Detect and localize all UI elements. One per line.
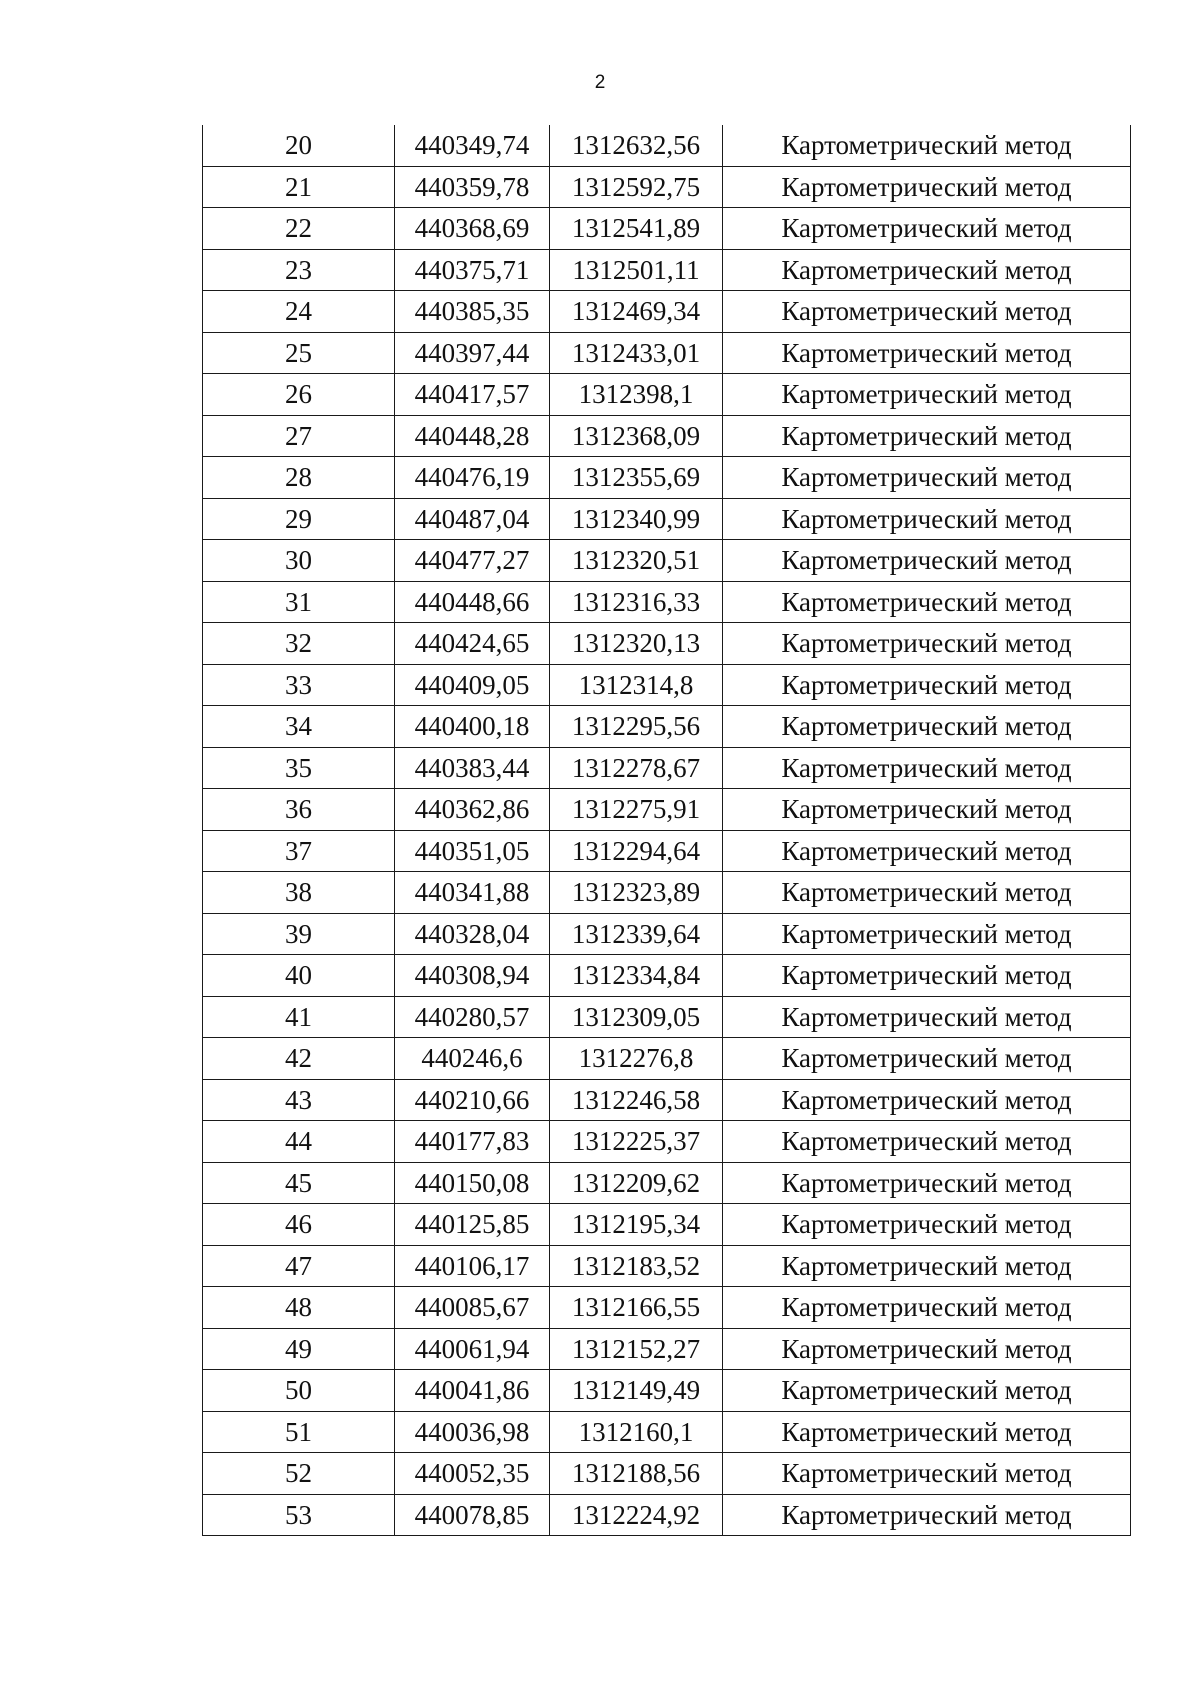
point-number-cell: 26 (203, 374, 395, 416)
y-coordinate-cell: 1312152,27 (550, 1328, 723, 1370)
y-coordinate-cell: 1312209,62 (550, 1162, 723, 1204)
method-cell: Картометрический метод (723, 249, 1131, 291)
x-coordinate-cell: 440106,17 (395, 1245, 550, 1287)
x-coordinate-cell: 440210,66 (395, 1079, 550, 1121)
y-coordinate-cell: 1312275,91 (550, 789, 723, 831)
y-coordinate-cell: 1312541,89 (550, 208, 723, 250)
x-coordinate-cell: 440359,78 (395, 166, 550, 208)
table-row (203, 1494, 1131, 1536)
point-number-cell: 37 (203, 830, 395, 872)
method-cell: Картометрический метод (723, 581, 1131, 623)
table-row (203, 1121, 1131, 1163)
x-coordinate-cell: 440385,35 (395, 291, 550, 333)
x-coordinate-cell: 440061,94 (395, 1328, 550, 1370)
point-number-cell: 42 (203, 1038, 395, 1080)
x-coordinate-cell: 440308,94 (395, 955, 550, 997)
table-row (203, 415, 1131, 457)
table-row (203, 1079, 1131, 1121)
table-row (203, 1453, 1131, 1495)
y-coordinate-cell: 1312225,37 (550, 1121, 723, 1163)
point-number-cell: 38 (203, 872, 395, 914)
method-cell: Картометрический метод (723, 996, 1131, 1038)
point-number-cell: 45 (203, 1162, 395, 1204)
y-coordinate-cell: 1312224,92 (550, 1494, 723, 1536)
x-coordinate-cell: 440341,88 (395, 872, 550, 914)
x-coordinate-cell: 440280,57 (395, 996, 550, 1038)
y-coordinate-cell: 1312294,64 (550, 830, 723, 872)
y-coordinate-cell: 1312398,1 (550, 374, 723, 416)
x-coordinate-cell: 440246,6 (395, 1038, 550, 1080)
x-coordinate-cell: 440487,04 (395, 498, 550, 540)
x-coordinate-cell: 440349,74 (395, 125, 550, 166)
coordinates-table (202, 125, 1131, 1536)
table-row (203, 1287, 1131, 1329)
y-coordinate-cell: 1312433,01 (550, 332, 723, 374)
y-coordinate-cell: 1312195,34 (550, 1204, 723, 1246)
x-coordinate-cell: 440351,05 (395, 830, 550, 872)
table-row (203, 498, 1131, 540)
point-number-cell: 32 (203, 623, 395, 665)
point-number-cell: 39 (203, 913, 395, 955)
point-number-cell: 53 (203, 1494, 395, 1536)
table-row (203, 166, 1131, 208)
coordinates-table-body (203, 125, 1131, 1536)
point-number-cell: 40 (203, 955, 395, 997)
point-number-cell: 46 (203, 1204, 395, 1246)
method-cell: Картометрический метод (723, 208, 1131, 250)
point-number-cell: 22 (203, 208, 395, 250)
x-coordinate-cell: 440383,44 (395, 747, 550, 789)
point-number-cell: 44 (203, 1121, 395, 1163)
point-number-cell: 52 (203, 1453, 395, 1495)
table-row (203, 540, 1131, 582)
point-number-cell: 28 (203, 457, 395, 499)
table-row (203, 872, 1131, 914)
table-row (203, 1328, 1131, 1370)
method-cell: Картометрический метод (723, 1038, 1131, 1080)
table-row (203, 1204, 1131, 1246)
method-cell: Картометрический метод (723, 913, 1131, 955)
point-number-cell: 24 (203, 291, 395, 333)
table-row (203, 1411, 1131, 1453)
table-row (203, 1162, 1131, 1204)
y-coordinate-cell: 1312316,33 (550, 581, 723, 623)
method-cell: Картометрический метод (723, 1370, 1131, 1412)
y-coordinate-cell: 1312320,51 (550, 540, 723, 582)
point-number-cell: 21 (203, 166, 395, 208)
y-coordinate-cell: 1312340,99 (550, 498, 723, 540)
y-coordinate-cell: 1312188,56 (550, 1453, 723, 1495)
x-coordinate-cell: 440078,85 (395, 1494, 550, 1536)
point-number-cell: 31 (203, 581, 395, 623)
method-cell: Картометрический метод (723, 706, 1131, 748)
x-coordinate-cell: 440477,27 (395, 540, 550, 582)
y-coordinate-cell: 1312166,55 (550, 1287, 723, 1329)
point-number-cell: 23 (203, 249, 395, 291)
table-row (203, 913, 1131, 955)
table-row (203, 789, 1131, 831)
method-cell: Картометрический метод (723, 1287, 1131, 1329)
y-coordinate-cell: 1312295,56 (550, 706, 723, 748)
x-coordinate-cell: 440476,19 (395, 457, 550, 499)
method-cell: Картометрический метод (723, 166, 1131, 208)
point-number-cell: 30 (203, 540, 395, 582)
y-coordinate-cell: 1312246,58 (550, 1079, 723, 1121)
table-row (203, 374, 1131, 416)
y-coordinate-cell: 1312160,1 (550, 1411, 723, 1453)
x-coordinate-cell: 440448,28 (395, 415, 550, 457)
y-coordinate-cell: 1312501,11 (550, 249, 723, 291)
x-coordinate-cell: 440085,67 (395, 1287, 550, 1329)
method-cell: Картометрический метод (723, 374, 1131, 416)
table-row (203, 249, 1131, 291)
method-cell: Картометрический метод (723, 498, 1131, 540)
method-cell: Картометрический метод (723, 1494, 1131, 1536)
y-coordinate-cell: 1312183,52 (550, 1245, 723, 1287)
x-coordinate-cell: 440362,86 (395, 789, 550, 831)
y-coordinate-cell: 1312149,49 (550, 1370, 723, 1412)
point-number-cell: 47 (203, 1245, 395, 1287)
method-cell: Картометрический метод (723, 1328, 1131, 1370)
point-number-cell: 43 (203, 1079, 395, 1121)
table-row (203, 955, 1131, 997)
table-row (203, 581, 1131, 623)
table-row (203, 623, 1131, 665)
method-cell: Картометрический метод (723, 1079, 1131, 1121)
point-number-cell: 35 (203, 747, 395, 789)
table-row (203, 996, 1131, 1038)
y-coordinate-cell: 1312339,64 (550, 913, 723, 955)
point-number-cell: 51 (203, 1411, 395, 1453)
x-coordinate-cell: 440041,86 (395, 1370, 550, 1412)
method-cell: Картометрический метод (723, 623, 1131, 665)
point-number-cell: 25 (203, 332, 395, 374)
page-number: 2 (594, 72, 606, 93)
method-cell: Картометрический метод (723, 332, 1131, 374)
table-row (203, 830, 1131, 872)
y-coordinate-cell: 1312368,09 (550, 415, 723, 457)
table-row (203, 1038, 1131, 1080)
table-row (203, 332, 1131, 374)
x-coordinate-cell: 440368,69 (395, 208, 550, 250)
x-coordinate-cell: 440036,98 (395, 1411, 550, 1453)
method-cell: Картометрический метод (723, 415, 1131, 457)
point-number-cell: 49 (203, 1328, 395, 1370)
method-cell: Картометрический метод (723, 457, 1131, 499)
table-row (203, 208, 1131, 250)
table-row (203, 291, 1131, 333)
method-cell: Картометрический метод (723, 540, 1131, 582)
x-coordinate-cell: 440409,05 (395, 664, 550, 706)
y-coordinate-cell: 1312355,69 (550, 457, 723, 499)
x-coordinate-cell: 440448,66 (395, 581, 550, 623)
method-cell: Картометрический метод (723, 1453, 1131, 1495)
x-coordinate-cell: 440052,35 (395, 1453, 550, 1495)
method-cell: Картометрический метод (723, 1245, 1131, 1287)
x-coordinate-cell: 440150,08 (395, 1162, 550, 1204)
method-cell: Картометрический метод (723, 664, 1131, 706)
x-coordinate-cell: 440400,18 (395, 706, 550, 748)
method-cell: Картометрический метод (723, 125, 1131, 166)
method-cell: Картометрический метод (723, 1204, 1131, 1246)
y-coordinate-cell: 1312632,56 (550, 125, 723, 166)
x-coordinate-cell: 440424,65 (395, 623, 550, 665)
x-coordinate-cell: 440417,57 (395, 374, 550, 416)
y-coordinate-cell: 1312323,89 (550, 872, 723, 914)
point-number-cell: 27 (203, 415, 395, 457)
point-number-cell: 50 (203, 1370, 395, 1412)
x-coordinate-cell: 440375,71 (395, 249, 550, 291)
method-cell: Картометрический метод (723, 955, 1131, 997)
table-row (203, 1245, 1131, 1287)
method-cell: Картометрический метод (723, 291, 1131, 333)
y-coordinate-cell: 1312278,67 (550, 747, 723, 789)
x-coordinate-cell: 440177,83 (395, 1121, 550, 1163)
point-number-cell: 33 (203, 664, 395, 706)
method-cell: Картометрический метод (723, 1162, 1131, 1204)
method-cell: Картометрический метод (723, 1121, 1131, 1163)
y-coordinate-cell: 1312592,75 (550, 166, 723, 208)
point-number-cell: 41 (203, 996, 395, 1038)
x-coordinate-cell: 440397,44 (395, 332, 550, 374)
y-coordinate-cell: 1312309,05 (550, 996, 723, 1038)
point-number-cell: 29 (203, 498, 395, 540)
y-coordinate-cell: 1312334,84 (550, 955, 723, 997)
method-cell: Картометрический метод (723, 1411, 1131, 1453)
x-coordinate-cell: 440328,04 (395, 913, 550, 955)
x-coordinate-cell: 440125,85 (395, 1204, 550, 1246)
table-row (203, 664, 1131, 706)
table-row (203, 457, 1131, 499)
method-cell: Картометрический метод (723, 830, 1131, 872)
y-coordinate-cell: 1312320,13 (550, 623, 723, 665)
table-row (203, 1370, 1131, 1412)
table-row (203, 706, 1131, 748)
point-number-cell: 48 (203, 1287, 395, 1329)
point-number-cell: 20 (203, 125, 395, 166)
method-cell: Картометрический метод (723, 789, 1131, 831)
point-number-cell: 36 (203, 789, 395, 831)
table-row (203, 125, 1131, 166)
method-cell: Картометрический метод (723, 872, 1131, 914)
method-cell: Картометрический метод (723, 747, 1131, 789)
y-coordinate-cell: 1312314,8 (550, 664, 723, 706)
y-coordinate-cell: 1312469,34 (550, 291, 723, 333)
table-row (203, 747, 1131, 789)
y-coordinate-cell: 1312276,8 (550, 1038, 723, 1080)
point-number-cell: 34 (203, 706, 395, 748)
